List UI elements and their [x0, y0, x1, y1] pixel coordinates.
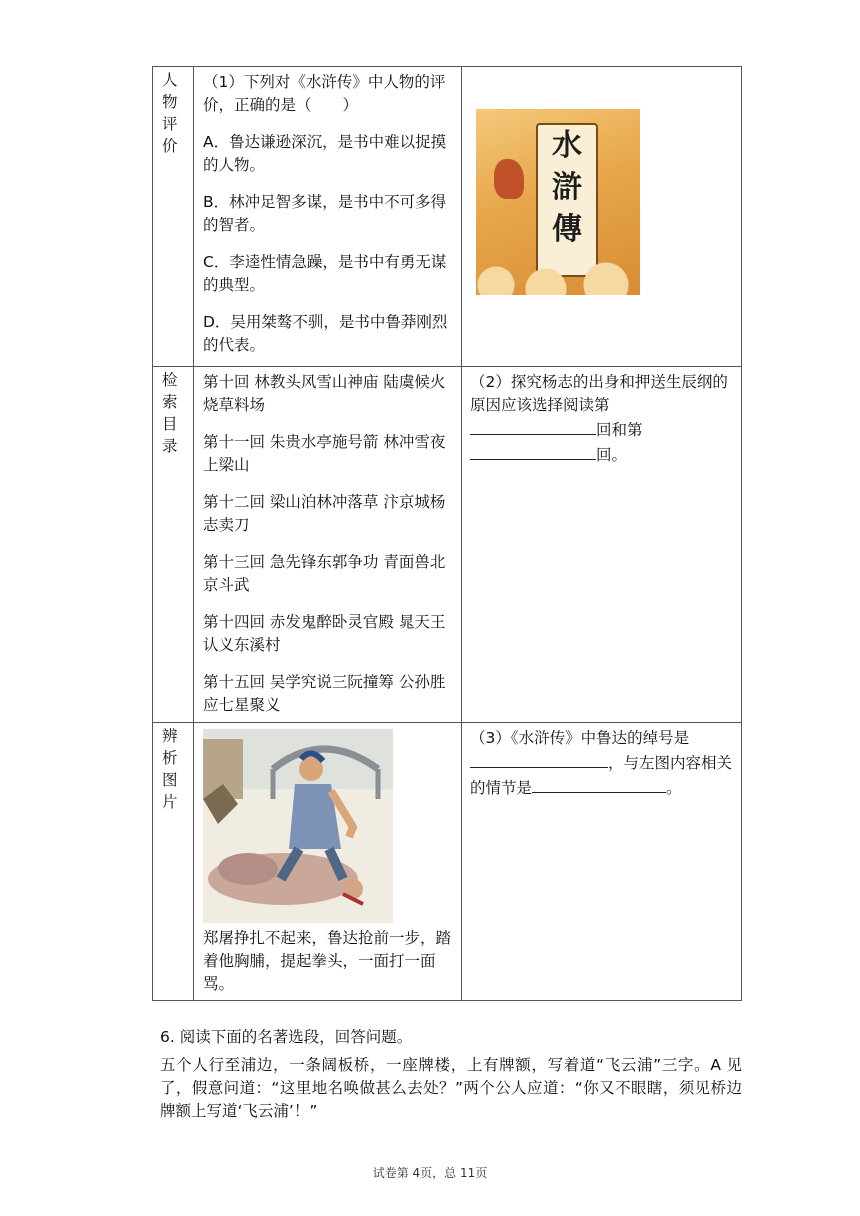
chapter-12: 第十二回 梁山泊林冲落草 汴京城杨志卖刀 [203, 493, 446, 534]
chapter-10: 第十回 林教头风雪山神庙 陆虞候火烧草料场 [203, 373, 446, 414]
table-row-catalog [153, 367, 742, 723]
question-2-cell: （2）探究杨志的出身和押送生辰纲的原因应该选择阅读第 回和第 回。 [462, 367, 742, 723]
table-row-character-evaluation [153, 67, 742, 367]
option-c[interactable]: C．李逵性情急躁，是书中有勇无谋的典型。 [203, 253, 447, 294]
option-b[interactable]: B．林冲足智多谋，是书中不可多得的智者。 [203, 193, 447, 234]
row-label-picture: 辨析图片 [153, 723, 194, 1001]
option-d[interactable]: D．吴用桀骜不驯，是书中鲁莽刚烈的代表。 [203, 313, 448, 354]
lu-da-illustration-image [203, 729, 393, 923]
chapter-list-cell [194, 367, 462, 723]
question-table [152, 66, 742, 1001]
answer-blank-chapter-2[interactable] [470, 442, 596, 460]
answer-blank-nickname[interactable] [470, 750, 608, 768]
table-row-picture [153, 723, 742, 1001]
question-1-cell [194, 67, 462, 367]
water-margin-cover-image [476, 109, 640, 295]
question-6-passage: 五个人行至浦边，一条阔板桥，一座牌楼，上有牌额，写着道“飞云浦”三字。A 见了，假意问道：“这里地名唤做甚么去处？”两个公人应道：“你又不眼瞎，须见桥边牌额上写道‘飞云浦’！” [160, 1056, 742, 1120]
chapter-14: 第十四回 赤发鬼醉卧灵官殿 晁天王认义东溪村 [203, 613, 446, 654]
chapter-11: 第十一回 朱贵水亭施号箭 林冲雪夜上梁山 [203, 433, 446, 474]
cover-clouds-decoration [476, 255, 640, 295]
question-1-stem: （1）下列对《水浒传》中人物的评价，正确的是（ ） [203, 73, 446, 114]
book-cover-cell [462, 67, 742, 367]
question-6-title: 6. 阅读下面的名著选段，回答问题。 [160, 1028, 413, 1046]
option-a[interactable]: A．鲁达谦逊深沉，是书中难以捉摸的人物。 [203, 133, 447, 174]
answer-blank-chapter-1[interactable] [470, 417, 596, 435]
chapter-15: 第十五回 吴学究说三阮撞筹 公孙胜应七星聚义 [203, 673, 446, 714]
cover-figure-decoration [494, 159, 524, 199]
chapter-13: 第十三回 急先锋东郭争功 青面兽北京斗武 [203, 553, 446, 594]
answer-blank-plot[interactable] [532, 775, 666, 793]
page-footer: 试卷第 4页，总 11页 [372, 1166, 488, 1180]
illustration-caption: 郑屠挣扎不起来，鲁达抢前一步，踏着他胸脯，提起拳头，一面打一面骂。 [203, 929, 452, 993]
row-label-character-evaluation: 人物评价 [153, 67, 194, 367]
picture-cell [194, 723, 462, 1001]
row-label-catalog: 检索目录 [153, 367, 194, 723]
question-3-cell: （3）《水浒传》中鲁达的绰号是 ，与左图内容相关的情节是 。 [462, 723, 742, 1001]
cover-scroll: 水 滸 傳 [536, 123, 598, 277]
illustration-svg [203, 729, 393, 923]
